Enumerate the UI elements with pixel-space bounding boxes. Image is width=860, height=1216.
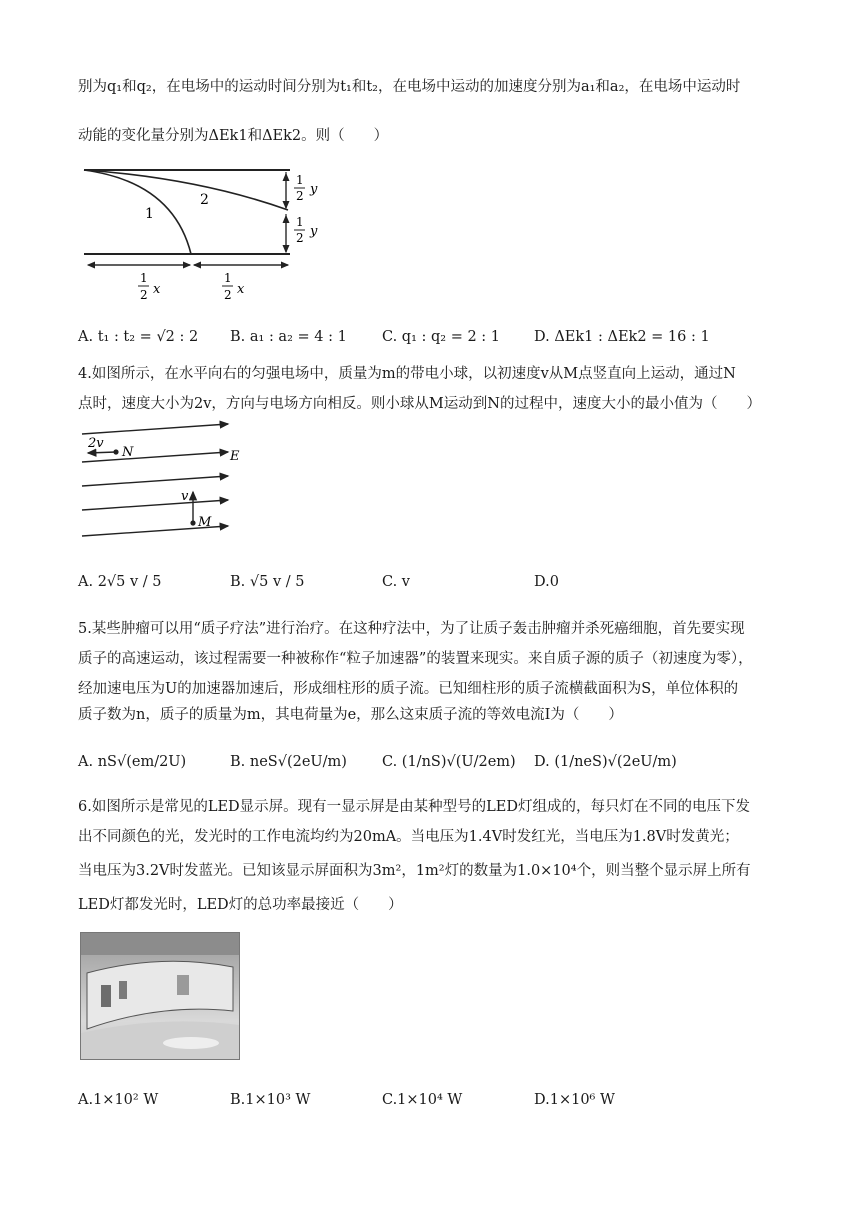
q4-field-figure [78,420,248,542]
q6-option-d[interactable]: D.1×10⁶ W [534,1092,615,1108]
half-y-label-upper [294,173,318,203]
q3-option-a[interactable]: A. t₁ : t₂ = √2 : 2 [78,329,199,345]
svg-text:1: 1 [296,173,304,187]
q3-stem-line1: 别为q₁和q₂，在电场中的运动时间分别为t₁和t₂，在电场中运动的加速度分别为a₁和a₂，在电场中运动时 [78,79,741,95]
svg-text:1: 1 [140,271,148,285]
q5-option-c[interactable]: C. (1/nS)√(U/2em) [382,754,516,770]
half-y-label-lower [294,215,318,245]
svg-text:2: 2 [140,288,148,302]
q3-trajectory-figure [78,160,338,308]
curve-2-label: 2 [200,192,209,208]
svg-text:1: 1 [296,215,304,229]
field-line-1 [82,424,228,434]
field-line-3 [82,476,228,486]
q4-option-b[interactable]: B. √5 v / 5 [230,574,305,590]
q5-stem-line4: 质子数为n，质子的质量为m，其电荷量为e，那么这束质子流的等效电流I为（ ） [78,707,623,723]
q6-stem-line4: LED灯都发光时，LED灯的总功率最接近（ ） [78,897,403,913]
q5-option-a[interactable]: A. nS√(em/2U) [78,754,187,770]
q5-stem-line3: 经加速电压为U的加速器加速后，形成细柱形的质子流。已知细柱形的质子流横截面积为S，单位体积的 [78,681,739,697]
svg-text:y: y [310,224,318,239]
q4-stem-line2: 点时，速度大小为2v，方向与电场方向相反。则小球从M运动到N的过程中，速度大小的最小值为（ ） [78,396,761,412]
svg-text:y: y [310,182,318,197]
q4-stem-line1: 4.如图所示，在水平向右的匀强电场中，质量为m的带电小球，以初速度v从M点竖直向上运动，通过N [78,366,736,382]
field-line-2 [82,452,228,462]
label-2v: 2v [88,436,104,451]
field-line-4 [82,500,228,510]
q6-option-b[interactable]: B.1×10³ W [230,1092,311,1108]
q5-option-b[interactable]: B. neS√(2eU/m) [230,754,347,770]
svg-text:2: 2 [296,189,304,203]
q6-option-c[interactable]: C.1×10⁴ W [382,1092,463,1108]
label-e: E [230,449,240,464]
q4-option-c[interactable]: C. v [382,574,410,590]
q5-option-d[interactable]: D. (1/neS)√(2eU/m) [534,754,677,770]
svg-text:x: x [237,282,245,297]
q4-option-d[interactable]: D.0 [534,574,559,590]
q5-stem-line1: 5.某些肿瘤可以用“质子疗法”进行治疗。在这种疗法中，为了让质子轰击肿瘤并杀死癌细胞，首先要实现 [78,621,745,637]
velocity-2v-arrow [88,452,116,453]
q3-option-b[interactable]: B. a₁ : a₂ = 4 : 1 [230,329,347,345]
label-m: M [198,515,212,530]
q3-stem-line2: 动能的变化量分别为ΔEk1和ΔEk2。则（ ） [78,128,389,144]
svg-text:2: 2 [296,231,304,245]
q6-stem-line3: 当电压为3.2V时发蓝光。已知该显示屏面积为3m²，1m²灯的数量为1.0×10⁴个，则当整个显示屏上所有 [78,863,751,879]
q4-option-a[interactable]: A. 2√5 v / 5 [78,574,162,590]
q5-stem-line2: 质子的高速运动，该过程需要一种被称作“粒子加速器”的装置来现实。来自质子源的质子（初速度为零）， [78,651,753,667]
q6-option-a[interactable]: A.1×10² W [78,1092,159,1108]
half-x-label-right [222,271,245,302]
label-n: N [122,445,134,460]
svg-text:2: 2 [224,288,232,302]
curve-1-label: 1 [145,206,154,222]
q3-option-d[interactable]: D. ΔEk1 : ΔEk2 = 16 : 1 [534,329,710,345]
trajectory-1 [84,170,191,254]
led-display-photo [80,932,240,1060]
q6-stem-line2: 出不同颜色的光，发光时的工作电流均约为20mA。当电压为1.4V时发红光，当电压为1.8V时发黄光； [78,829,739,845]
q3-option-c[interactable]: C. q₁ : q₂ = 2 : 1 [382,329,501,345]
half-x-label-left [138,271,161,302]
svg-text:1: 1 [224,271,232,285]
label-v: v [181,489,189,504]
svg-text:x: x [153,282,161,297]
q6-stem-line1: 6.如图所示是常见的LED显示屏。现有一显示屏是由某种型号的LED灯组成的，每只灯在不同的电压下发 [78,799,751,815]
